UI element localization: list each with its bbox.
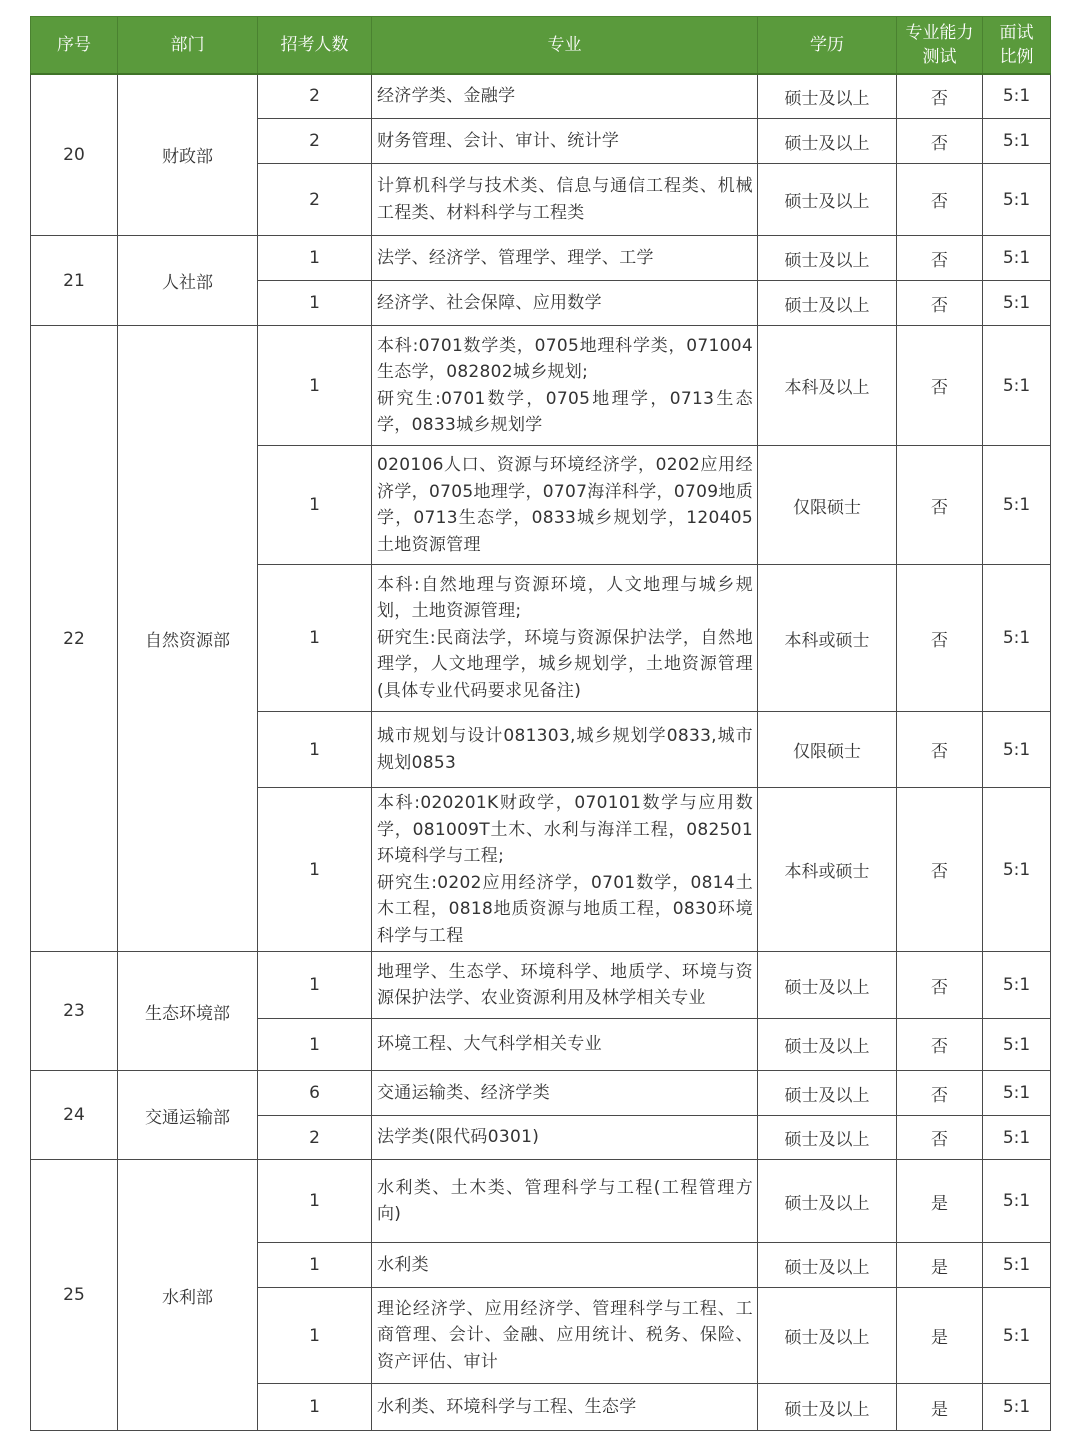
education-cell: 硕士及以上 — [758, 1071, 897, 1116]
education-cell: 仅限硕士 — [758, 712, 897, 788]
header-education: 学历 — [758, 17, 897, 74]
recruitment-table — [30, 16, 1051, 1431]
department-cell: 水利部 — [118, 1160, 258, 1431]
table-row — [31, 1160, 1051, 1243]
ability-test-cell: 否 — [897, 565, 983, 712]
header-ability-test-line2: 测试 — [922, 46, 957, 67]
ability-test-cell: 否 — [897, 712, 983, 788]
major-cell: 法学、经济学、管理学、理学、工学 — [372, 236, 758, 281]
department-cell: 财政部 — [118, 74, 258, 236]
department-cell: 自然资源部 — [118, 326, 258, 952]
interview-ratio-cell: 5:1 — [983, 446, 1051, 565]
ability-test-cell: 是 — [897, 1384, 983, 1431]
education-cell: 硕士及以上 — [758, 1288, 897, 1384]
interview-ratio-cell: 5:1 — [983, 326, 1051, 446]
interview-ratio-cell: 5:1 — [983, 1160, 1051, 1243]
interview-ratio-cell: 5:1 — [983, 952, 1051, 1019]
recruit-count-cell: 1 — [258, 952, 372, 1019]
ability-test-cell: 是 — [897, 1243, 983, 1288]
major-cell: 本科:0701数学类，0705地理科学类，071004生态学，082802城乡规划; 研究生:0701数学，0705地理学，0713生态学，0833城乡规划学 — [372, 326, 758, 446]
major-cell: 水利类 — [372, 1243, 758, 1288]
interview-ratio-cell: 5:1 — [983, 788, 1051, 952]
interview-ratio-cell: 5:1 — [983, 712, 1051, 788]
education-cell: 硕士及以上 — [758, 236, 897, 281]
interview-ratio-cell: 5:1 — [983, 1019, 1051, 1071]
recruit-count-cell: 2 — [258, 119, 372, 164]
interview-ratio-cell: 5:1 — [983, 1288, 1051, 1384]
education-cell: 硕士及以上 — [758, 1019, 897, 1071]
header-ability-test-line1: 专业能力 — [905, 22, 974, 43]
table-body — [31, 74, 1051, 1431]
ability-test-cell: 是 — [897, 1160, 983, 1243]
recruit-count-cell: 1 — [258, 1243, 372, 1288]
education-cell: 本科或硕士 — [758, 788, 897, 952]
interview-ratio-cell: 5:1 — [983, 236, 1051, 281]
table-row — [31, 952, 1051, 1019]
education-cell: 硕士及以上 — [758, 1116, 897, 1160]
major-cell: 经济学类、金融学 — [372, 74, 758, 119]
recruit-count-cell: 1 — [258, 236, 372, 281]
interview-ratio-cell: 5:1 — [983, 74, 1051, 119]
major-cell: 法学类(限代码0301) — [372, 1116, 758, 1160]
interview-ratio-cell: 5:1 — [983, 565, 1051, 712]
serial-number-cell: 21 — [31, 236, 118, 326]
ability-test-cell: 否 — [897, 1019, 983, 1071]
recruit-count-cell: 2 — [258, 1116, 372, 1160]
education-cell: 本科及以上 — [758, 326, 897, 446]
education-cell: 硕士及以上 — [758, 164, 897, 236]
ability-test-cell: 否 — [897, 446, 983, 565]
interview-ratio-cell: 5:1 — [983, 119, 1051, 164]
header-ability-test — [897, 17, 983, 74]
recruit-count-cell: 1 — [258, 788, 372, 952]
major-cell: 本科:自然地理与资源环境，人文地理与城乡规划，土地资源管理; 研究生:民商法学，环境与资源保护法学，自然地理学，人文地理学，城乡规划学，土地资源管理(具体专业代码要求见备注) — [372, 565, 758, 712]
ability-test-cell: 否 — [897, 119, 983, 164]
major-cell: 020106人口、资源与环境经济学，0202应用经济学，0705地理学，0707海洋科学，0709地质学，0713生态学，0833城乡规划学，120405土地资源管理 — [372, 446, 758, 565]
major-cell: 理论经济学、应用经济学、管理科学与工程、工商管理、会计、金融、应用统计、税务、保险、资产评估、审计 — [372, 1288, 758, 1384]
education-cell: 本科或硕士 — [758, 565, 897, 712]
serial-number-cell: 25 — [31, 1160, 118, 1431]
recruit-count-cell: 1 — [258, 281, 372, 326]
major-cell: 经济学、社会保障、应用数学 — [372, 281, 758, 326]
header-interview-ratio-line2: 比例 — [999, 46, 1034, 67]
ability-test-cell: 否 — [897, 281, 983, 326]
ability-test-cell: 否 — [897, 236, 983, 281]
education-cell: 仅限硕士 — [758, 446, 897, 565]
recruit-count-cell: 2 — [258, 74, 372, 119]
recruit-count-cell: 1 — [258, 1019, 372, 1071]
header-department: 部门 — [118, 17, 258, 74]
header-row — [31, 17, 1051, 74]
ability-test-cell: 否 — [897, 788, 983, 952]
table-row — [31, 1071, 1051, 1116]
ability-test-cell: 否 — [897, 164, 983, 236]
ability-test-cell: 否 — [897, 1071, 983, 1116]
recruit-count-cell: 1 — [258, 712, 372, 788]
interview-ratio-cell: 5:1 — [983, 1071, 1051, 1116]
education-cell: 硕士及以上 — [758, 952, 897, 1019]
interview-ratio-cell: 5:1 — [983, 1384, 1051, 1431]
recruit-count-cell: 1 — [258, 326, 372, 446]
major-cell: 城市规划与设计081303,城乡规划学0833,城市规划0853 — [372, 712, 758, 788]
header-interview-ratio-line1: 面试 — [999, 22, 1034, 43]
major-cell: 交通运输类、经济学类 — [372, 1071, 758, 1116]
education-cell: 硕士及以上 — [758, 281, 897, 326]
interview-ratio-cell: 5:1 — [983, 1116, 1051, 1160]
department-cell: 生态环境部 — [118, 952, 258, 1071]
ability-test-cell: 否 — [897, 952, 983, 1019]
recruit-count-cell: 1 — [258, 1384, 372, 1431]
interview-ratio-cell: 5:1 — [983, 281, 1051, 326]
department-cell: 人社部 — [118, 236, 258, 326]
header-serial: 序号 — [31, 17, 118, 74]
recruit-count-cell: 1 — [258, 565, 372, 712]
ability-test-cell: 否 — [897, 74, 983, 119]
ability-test-cell: 否 — [897, 1116, 983, 1160]
education-cell: 硕士及以上 — [758, 1243, 897, 1288]
header-interview-ratio — [983, 17, 1051, 74]
ability-test-cell: 是 — [897, 1288, 983, 1384]
table-row — [31, 74, 1051, 119]
serial-number-cell: 22 — [31, 326, 118, 952]
major-cell: 计算机科学与技术类、信息与通信工程类、机械工程类、材料科学与工程类 — [372, 164, 758, 236]
recruit-count-cell: 2 — [258, 164, 372, 236]
department-cell: 交通运输部 — [118, 1071, 258, 1160]
serial-number-cell: 24 — [31, 1071, 118, 1160]
major-cell: 水利类、环境科学与工程、生态学 — [372, 1384, 758, 1431]
table-row — [31, 236, 1051, 281]
header-major: 专业 — [372, 17, 758, 74]
recruit-count-cell: 1 — [258, 446, 372, 565]
major-cell: 环境工程、大气科学相关专业 — [372, 1019, 758, 1071]
table-row — [31, 326, 1051, 446]
serial-number-cell: 20 — [31, 74, 118, 236]
recruit-count-cell: 1 — [258, 1288, 372, 1384]
education-cell: 硕士及以上 — [758, 74, 897, 119]
interview-ratio-cell: 5:1 — [983, 164, 1051, 236]
education-cell: 硕士及以上 — [758, 1160, 897, 1243]
major-cell: 地理学、生态学、环境科学、地质学、环境与资源保护法学、农业资源利用及林学相关专业 — [372, 952, 758, 1019]
education-cell: 硕士及以上 — [758, 119, 897, 164]
education-cell: 硕士及以上 — [758, 1384, 897, 1431]
recruit-count-cell: 6 — [258, 1071, 372, 1116]
interview-ratio-cell: 5:1 — [983, 1243, 1051, 1288]
ability-test-cell: 否 — [897, 326, 983, 446]
recruit-count-cell: 1 — [258, 1160, 372, 1243]
header-recruit-count: 招考人数 — [258, 17, 372, 74]
major-cell: 财务管理、会计、审计、统计学 — [372, 119, 758, 164]
major-cell: 本科:020201K财政学，070101数学与应用数学，081009T土木、水利与海洋工程，082501环境科学与工程; 研究生:0202应用经济学，0701数学，0814土木工程，0818地质资源与地质工程，0830环境科学与工程 — [372, 788, 758, 952]
serial-number-cell: 23 — [31, 952, 118, 1071]
major-cell: 水利类、土木类、管理科学与工程(工程管理方向) — [372, 1160, 758, 1243]
